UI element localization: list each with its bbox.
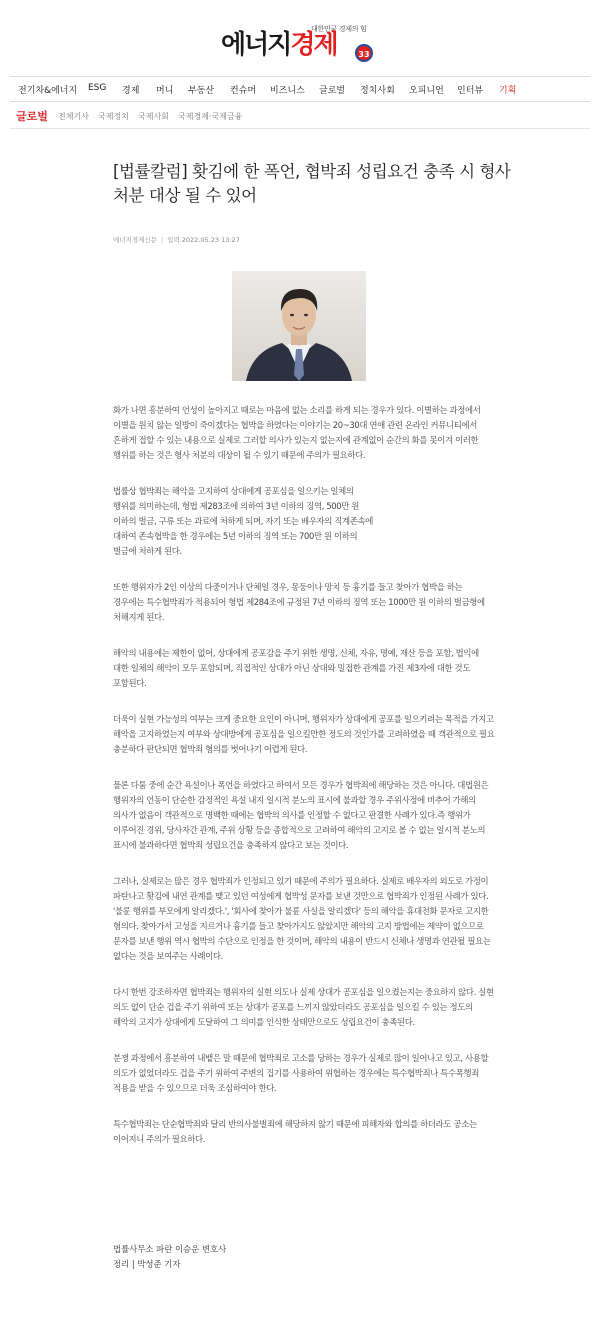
article-paragraph: 또한 행위자가 2인 이상의 다중이거나 단체일 경우, 몽둥이나 망치 등 흉기를 들고 찾아가 협박을 하는 경우에는 특수협박죄가 적용되어 형법 제284조에 규정된 7년 이하의 징역 또는 1000만 원 이하의 벌금형에 처해지게 된다.: [113, 582, 485, 622]
article-byline: [113, 235, 240, 244]
logo-tagline: 대한민국 경제의 힘: [311, 25, 367, 33]
author-portrait-image: [232, 271, 366, 381]
logo-text-part1: 에너지: [221, 30, 291, 60]
subnav-item-intl-economy[interactable]: 국제경제·국제금융: [178, 112, 243, 121]
article-body: [113, 403, 495, 1168]
nav-item-ev-energy[interactable]: 전기차&에너지: [18, 86, 78, 96]
subnav-item-intl-society[interactable]: 국제사회: [138, 112, 169, 121]
site-header: [0, 0, 600, 70]
anniversary-badge-icon: 33: [355, 44, 373, 62]
article-paragraph: 해악의 내용에는 제한이 없어, 상대에게 공포감을 주기 위한 생명, 신체, 자유, 명예, 재산 등을 포함, 법익에 대한 일체의 해악이 모두 포함되며, 직접적인 상대가 아닌 상대와 밀접한 관계를 가진 제3자에 대한 것도 포함된다.: [113, 648, 479, 688]
logo-text-part2: 경제: [290, 30, 337, 60]
article-signature: [113, 1242, 226, 1272]
nav-item-business[interactable]: 비즈니스: [270, 86, 305, 96]
nav-item-consumer[interactable]: 컨슈머: [230, 86, 257, 96]
article-paragraph: 특수협박죄는 단순협박죄와 달리 반의사불벌죄에 해당하지 않기 때문에 피해자와 합의를 하더라도 공소는 이어지니 주의가 필요하다.: [113, 1119, 477, 1144]
article-title: [법률칼럼] 홧김에 한 폭언, 협박죄 성립요건 충족 시 형사 처분 대상 될 수 있어: [113, 162, 511, 205]
sub-nav: [10, 103, 590, 129]
section-title[interactable]: 글로벌: [16, 110, 48, 123]
nav-item-politics[interactable]: 정치사회: [360, 86, 395, 96]
article-date: 입력 2022.05.23 13:27: [167, 236, 240, 244]
nav-item-interview[interactable]: 인터뷰: [457, 86, 484, 96]
subnav-item-intl-politics[interactable]: 국제정치: [98, 112, 129, 121]
site-logo[interactable]: [221, 30, 337, 60]
nav-item-money[interactable]: 머니: [156, 86, 174, 96]
nav-item-global[interactable]: 글로벌: [319, 86, 346, 96]
nav-item-economy[interactable]: 경제: [122, 86, 140, 96]
nav-item-opinion[interactable]: 오피니언: [409, 86, 444, 96]
article-source: 에너지경제신문: [113, 236, 157, 244]
byline-divider: |: [160, 236, 164, 244]
author-photo: [232, 271, 366, 381]
article-paragraph: 더욱이 실현 가능성의 여부는 크게 중요한 요인이 아니며, 행위자가 상대에게 공포를 일으키려는 목적을 가지고 해악을 고지하였는지 여부와 상대방에게 공포심을 일으킬만한 정도의 것인가를 고려하였을 때 객관적으로 필요 충분하다 판단되면 협박죄 혐의를 벗어나기 어렵게 된다.: [113, 714, 495, 754]
nav-item-esg[interactable]: ESG: [88, 83, 107, 93]
article-paragraph: 화가 나면 흥분하여 언성이 높아지고 때로는 마음에 없는 소리를 하게 되는 경우가 있다. 이별하는 과정에서 이별을 원치 않는 일방이 죽이겠다는 협박을 하였다는 이야기는 20~30대 연애 관련 온라인 커뮤니티에서 흔하게 접할 수 있는 내용으로 실제로 그러할 의사가 있는지 없는지에 관계없이 순간의 화를 못이겨 이러한 행위를 하는 것은 형사 처분의 대상이 될 수 있기 때문에 주의가 필요하다.: [113, 405, 481, 460]
article-paragraph: 다시 한번 강조하자면 협박죄는 행위자의 실현 의도나 실제 상대가 공포심을 일으켰는지는 중요하지 않다. 실현 의도 없이 단순 겁을 주기 위하여 또는 상대가 공포를 느끼지 않았더라도 공포심을 일으킬 수 있는 정도의 해악의 고지가 상대에게 도달하여 그 의미를 인식한 상태만으로도 성립요건이 충족된다.: [113, 987, 494, 1027]
article-paragraph: 그러나, 실제로는 많은 경우 협박죄가 인정되고 있기 때문에 주의가 필요하다. 실제로 배우자의 외도로 가정이 파탄나고 홧김에 내연 관계를 맺고 있던 여성에게 협박성 문자를 보낸 것만으로 협박죄가 인정된 사례가 있다. '불륜 행위를 부모에게 알리겠다.', '회사에 찾아가 불륜 사실을 알리겠다' 등의 해악을 휴대전화 문자로 고지한 혐의다. 찾아가서 고성을 지르거나 흉기를 들고 찾아가지도 않았지만 해악의 고지 방법에는 제약이 없으므로 문자를 보낸 행위 역시 협박의 수단으로 인정을 한 것이며, 해악의 내용이 반드시 신체나 생명과 연관될 필요는 없다는 것을 보여주는 사례이다.: [113, 876, 491, 961]
nav-item-realestate[interactable]: 부동산: [188, 86, 215, 96]
article-paragraph: 분쟁 과정에서 흥분하여 내뱉은 말 때문에 협박죄로 고소를 당하는 경우가 실제로 많이 일어나고 있고, 사용할 의도가 없었더라도 겁을 주기 위하여 주변의 집기를 사용하여 위협하는 경우에는 특수협박죄나 특수폭행죄 적용을 받을 수 있으므로 더욱 조심하여야 한다.: [113, 1053, 489, 1093]
main-nav: [10, 76, 590, 102]
subnav-item-all[interactable]: 전체기사: [58, 112, 89, 121]
article-author: 법률사무소 파란 이승운 변호사: [113, 1244, 227, 1254]
nav-item-special[interactable]: 기획: [499, 86, 517, 96]
article-paragraph: 물론 다툼 중에 순간 욕설이나 폭언을 하였다고 하여서 모든 경우가 협박죄에 해당하는 것은 아니다. 대법원은 행위자의 언동이 단순한 감정적인 욕설 내지 일시적 분노의 표시에 불과할 경우 주위사정에 비추어 가해의 의사가 없음이 객관적으로 명백한 때에는 협박의 의사를 인정할 수 없다고 판결한 사례가 있다.즉 행위가 이루어진 경위, 당사자간 관계, 주위 상황 등을 종합적으로 고려하여 해악의 고지로 볼 수 없는 일시적 분노의 표시에 불과하다면 협박죄 성립요건을 충족하지 않다고 보는 것이다.: [113, 780, 489, 850]
article-reporter: 정리 | 박성준 기자: [113, 1259, 181, 1269]
article-paragraph: 법률상 협박죄는 해악을 고지하여 상대에게 공포심을 일으키는 일체의 행위를 의미하는데, 형법 제283조에 의하여 3년 이하의 징역, 500만 원 이하의 벌금, 구류 또는 과료에 처하게 되며, 자기 또는 배우자의 직계존속에 대하여 존속협박을 한 경우에는 5년 이하의 징역 또는 700만 원 이하의 벌금에 처하게 된다.: [113, 486, 373, 556]
